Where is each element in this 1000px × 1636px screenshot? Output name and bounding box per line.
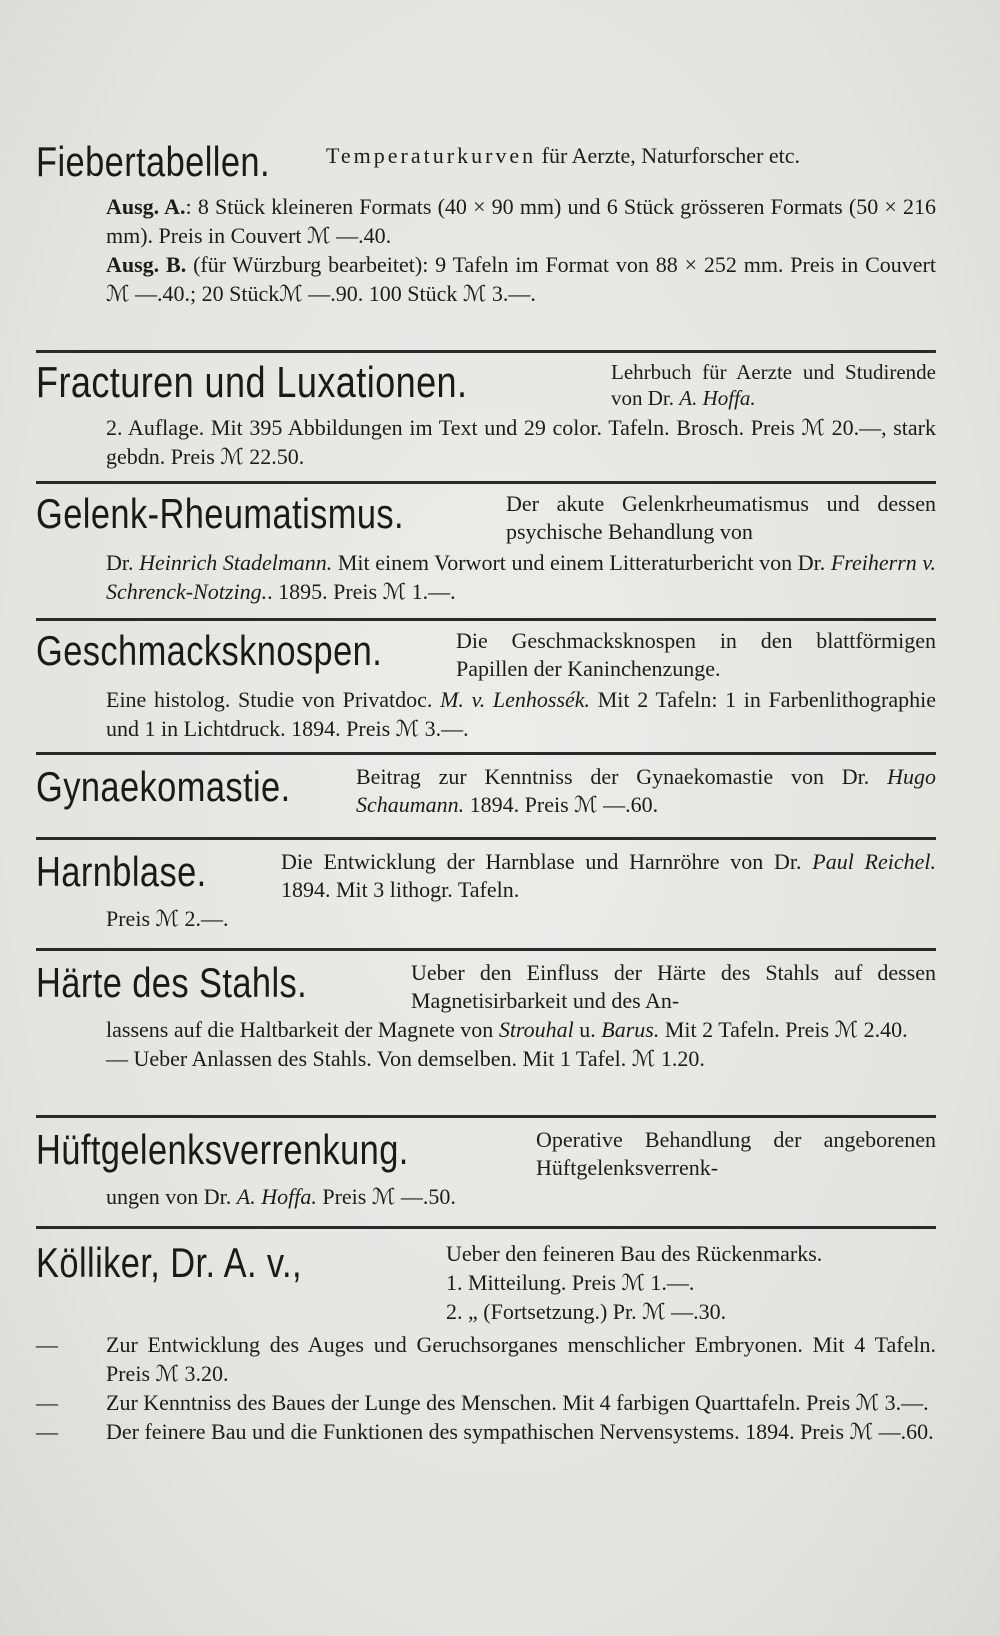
entry-hueftgelenksverrenkung bbox=[36, 1126, 936, 1226]
divider bbox=[36, 618, 936, 621]
divider bbox=[36, 948, 936, 951]
entry-title: Geschmacksknospen. bbox=[36, 627, 383, 674]
entry-body: Preis ℳ 2.—. bbox=[106, 906, 229, 931]
entry-body: Eine histolog. Studie von Privatdoc. M. v. Lenhossék. Mit 2 Tafeln: 1 in Farbenlithographie und 1 in Lichtdruck. 1894. Preis ℳ 3.—. bbox=[106, 687, 936, 741]
entry-gelenk-rheumatismus bbox=[36, 490, 936, 618]
divider bbox=[36, 481, 936, 484]
entry-title: Harnblase. bbox=[36, 848, 207, 895]
entry-description: Die Geschmacksknospen in den blattförmigen Papillen der Kaninchenzunge. bbox=[456, 628, 936, 681]
list-item: — Der feinere Bau und die Funktionen des sympathischen Nervensystems. 1894. Preis ℳ —.60. bbox=[36, 1419, 934, 1444]
entry-description: Ueber den feineren Bau des Rückenmarks. 1. Mitteilung. Preis ℳ 1.—. 2. „ (Fortsetzung.) Pr. ℳ —.30. bbox=[446, 1241, 823, 1324]
divider bbox=[36, 1226, 936, 1229]
list-item: — Zur Entwicklung des Auges und Geruchsorganes menschlicher Embryonen. Mit 4 Tafeln. Preis ℳ 3.20. bbox=[36, 1332, 936, 1386]
edition-label-a: Ausg. A. bbox=[106, 194, 186, 219]
entry-title: Kölliker, Dr. A. v., bbox=[36, 1239, 302, 1286]
entry-description: Ueber den Einfluss der Härte des Stahls auf dessen Magnetisirbarkeit und des An- bbox=[411, 960, 936, 1013]
catalog-column bbox=[36, 138, 936, 1446]
entry-haerte-des-stahls bbox=[36, 959, 936, 1115]
entry-title: Gelenk-Rheumatismus. bbox=[36, 490, 405, 537]
entry-title: Hüftgelenksverrenkung. bbox=[36, 1126, 409, 1173]
entry-harnblase bbox=[36, 848, 936, 948]
entry-description: Operative Behandlung der angeborenen Hüftgelenksverrenk- bbox=[536, 1127, 936, 1180]
entry-fracturen bbox=[36, 359, 936, 481]
entry-description: Die Entwicklung der Harnblase und Harnröhre von Dr. Paul Reichel. 1894. Mit 3 lithogr. Tafeln. bbox=[281, 849, 936, 902]
entry-body: Dr. Heinrich Stadelmann. Mit einem Vorwort und einem Litteraturbericht von Dr. Freiherrn v. Schrenck-Notzing.. 1895. Preis ℳ 1.—. bbox=[106, 550, 936, 604]
divider bbox=[36, 1115, 936, 1118]
entry-title: Fracturen und Luxationen. bbox=[36, 358, 468, 407]
entry-fiebertabellen bbox=[36, 138, 936, 350]
entry-title: Fiebertabellen. bbox=[36, 138, 270, 185]
divider bbox=[36, 837, 936, 840]
entry-body: ungen von Dr. A. Hoffa. Preis ℳ —.50. bbox=[106, 1184, 456, 1209]
related-works-list bbox=[36, 1330, 936, 1446]
entry-body: 2. Auflage. Mit 395 Abbildungen im Text und 29 color. Tafeln. Brosch. Preis ℳ 20.—, stark gebdn. Preis ℳ 22.50. bbox=[106, 415, 936, 469]
entry-geschmacksknospen bbox=[36, 627, 936, 752]
entry-description: Temperaturkurven für Aerzte, Naturforscher etc. bbox=[326, 143, 801, 168]
entry-description: Der akute Gelenkrheumatismus und dessen psychische Behandlung von bbox=[506, 491, 936, 544]
divider bbox=[36, 350, 936, 353]
entry-gynaekomastie bbox=[36, 763, 936, 837]
list-item: — Zur Kenntniss des Baues der Lunge des Menschen. Mit 4 farbigen Quarttafeln. Preis ℳ 3.—. bbox=[36, 1390, 929, 1415]
edition-label-b: Ausg. B. bbox=[106, 252, 187, 277]
entry-title: Härte des Stahls. bbox=[36, 959, 308, 1006]
entry-description: Beitrag zur Kenntniss der Gynaekomastie von Dr. Hugo Schaumann. 1894. Preis ℳ —.60. bbox=[356, 764, 937, 817]
entry-description: Lehrbuch für Aerzte und Studirende von Dr. A. Hoffa. bbox=[611, 360, 936, 410]
entry-body: lassens auf die Haltbarkeit der Magnete von Strouhal u. Barus. Mit 2 Tafeln. Preis ℳ 2.40. — Ueber Anlassen des Stahls. Von demselben. Mit 1 Tafel. ℳ 1.20. bbox=[106, 1017, 908, 1071]
divider bbox=[36, 752, 936, 755]
entry-body: Ausg. A.: 8 Stück kleineren Formats (40 × 90 mm) und 6 Stück grösseren Formats (50 × 216 mm). Preis in Couvert ℳ —.40. Ausg. B. (für Würzburg bearbeitet): 9 Tafeln im Format von 88 × 252 mm. Preis in Couvert ℳ —.40.; 20 Stückℳ —.90. 100 Stück ℳ 3.—. bbox=[106, 194, 936, 306]
entry-title: Gynaekomastie. bbox=[36, 763, 291, 810]
entry-koelliker bbox=[36, 1239, 936, 1446]
